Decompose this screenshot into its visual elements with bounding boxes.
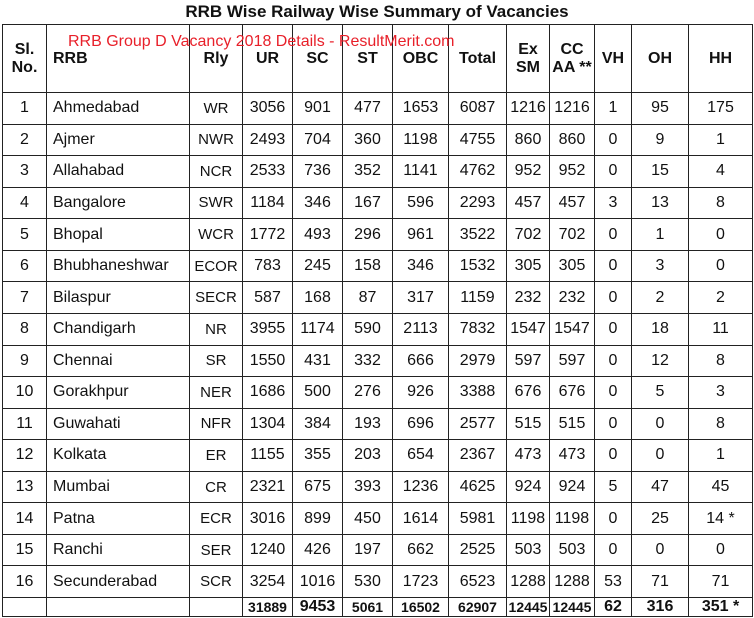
cell-st: 87 bbox=[343, 282, 393, 314]
cell-hh: 0 bbox=[689, 250, 753, 282]
cell-st: 158 bbox=[343, 250, 393, 282]
header-exsm-line1: Ex bbox=[518, 40, 538, 58]
cell-exsm: 676 bbox=[507, 377, 550, 409]
cell-exsm: 473 bbox=[507, 440, 550, 472]
cell-sl: 1 bbox=[3, 93, 47, 125]
vacancy-table bbox=[2, 24, 753, 617]
cell-total: 6523 bbox=[449, 566, 507, 598]
header-row bbox=[3, 25, 753, 93]
cell-rrb: Bhopal bbox=[47, 219, 190, 251]
cell-st: 276 bbox=[343, 377, 393, 409]
cell-rly: ECR bbox=[190, 503, 243, 535]
totals-sl-cell bbox=[3, 598, 47, 617]
header-ccaa-line2: AA ** bbox=[552, 58, 592, 76]
table-row bbox=[3, 156, 753, 188]
cell-rrb: Chennai bbox=[47, 345, 190, 377]
cell-rly: SECR bbox=[190, 282, 243, 314]
cell-sl: 8 bbox=[3, 313, 47, 345]
total-obc: 16502 bbox=[393, 598, 449, 617]
cell-obc: 654 bbox=[393, 440, 449, 472]
cell-vh: 0 bbox=[595, 534, 632, 566]
cell-ur: 2533 bbox=[243, 156, 293, 188]
cell-st: 352 bbox=[343, 156, 393, 188]
cell-obc: 1198 bbox=[393, 124, 449, 156]
cell-rrb: Bangalore bbox=[47, 187, 190, 219]
cell-ur: 3254 bbox=[243, 566, 293, 598]
cell-vh: 0 bbox=[595, 219, 632, 251]
total-total: 62907 bbox=[449, 598, 507, 617]
header-sl bbox=[3, 25, 47, 93]
cell-rly: SER bbox=[190, 534, 243, 566]
cell-ccaa: 952 bbox=[550, 156, 595, 188]
cell-hh: 8 bbox=[689, 187, 753, 219]
cell-obc: 1141 bbox=[393, 156, 449, 188]
cell-ur: 1772 bbox=[243, 219, 293, 251]
cell-hh: 8 bbox=[689, 408, 753, 440]
cell-oh: 5 bbox=[632, 377, 689, 409]
cell-hh: 4 bbox=[689, 156, 753, 188]
cell-sl: 11 bbox=[3, 408, 47, 440]
cell-exsm: 860 bbox=[507, 124, 550, 156]
cell-sl: 2 bbox=[3, 124, 47, 156]
cell-total: 2367 bbox=[449, 440, 507, 472]
cell-obc: 1653 bbox=[393, 93, 449, 125]
cell-vh: 1 bbox=[595, 93, 632, 125]
cell-oh: 12 bbox=[632, 345, 689, 377]
cell-vh: 0 bbox=[595, 124, 632, 156]
cell-rly: WR bbox=[190, 93, 243, 125]
cell-sl: 14 bbox=[3, 503, 47, 535]
header-rrb: RRB bbox=[47, 25, 190, 93]
cell-ccaa: 597 bbox=[550, 345, 595, 377]
cell-total: 1532 bbox=[449, 250, 507, 282]
cell-oh: 13 bbox=[632, 187, 689, 219]
cell-ccaa: 1198 bbox=[550, 503, 595, 535]
cell-total: 4762 bbox=[449, 156, 507, 188]
cell-st: 530 bbox=[343, 566, 393, 598]
cell-oh: 0 bbox=[632, 440, 689, 472]
header-exsm bbox=[507, 25, 550, 93]
cell-vh: 0 bbox=[595, 156, 632, 188]
cell-ur: 587 bbox=[243, 282, 293, 314]
cell-exsm: 232 bbox=[507, 282, 550, 314]
cell-vh: 0 bbox=[595, 440, 632, 472]
cell-vh: 0 bbox=[595, 503, 632, 535]
cell-vh: 53 bbox=[595, 566, 632, 598]
cell-rly: NR bbox=[190, 313, 243, 345]
cell-ur: 1155 bbox=[243, 440, 293, 472]
cell-ur: 1240 bbox=[243, 534, 293, 566]
cell-ur: 1550 bbox=[243, 345, 293, 377]
cell-rrb: Chandigarh bbox=[47, 313, 190, 345]
header-total: Total bbox=[449, 25, 507, 93]
cell-sl: 5 bbox=[3, 219, 47, 251]
cell-rrb: Patna bbox=[47, 503, 190, 535]
cell-ccaa: 1288 bbox=[550, 566, 595, 598]
cell-exsm: 1547 bbox=[507, 313, 550, 345]
table-row bbox=[3, 282, 753, 314]
cell-oh: 47 bbox=[632, 471, 689, 503]
header-rly: Rly bbox=[190, 25, 243, 93]
cell-obc: 1236 bbox=[393, 471, 449, 503]
cell-rly: NWR bbox=[190, 124, 243, 156]
cell-ur: 1686 bbox=[243, 377, 293, 409]
table-row bbox=[3, 377, 753, 409]
cell-vh: 0 bbox=[595, 282, 632, 314]
cell-exsm: 515 bbox=[507, 408, 550, 440]
cell-sc: 355 bbox=[293, 440, 343, 472]
total-vh: 62 bbox=[595, 598, 632, 617]
cell-ur: 783 bbox=[243, 250, 293, 282]
cell-vh: 0 bbox=[595, 408, 632, 440]
cell-sl: 9 bbox=[3, 345, 47, 377]
cell-obc: 2113 bbox=[393, 313, 449, 345]
table-row bbox=[3, 345, 753, 377]
cell-st: 203 bbox=[343, 440, 393, 472]
cell-exsm: 597 bbox=[507, 345, 550, 377]
cell-sc: 168 bbox=[293, 282, 343, 314]
cell-ccaa: 503 bbox=[550, 534, 595, 566]
cell-hh: 1 bbox=[689, 124, 753, 156]
cell-st: 193 bbox=[343, 408, 393, 440]
cell-ccaa: 457 bbox=[550, 187, 595, 219]
cell-exsm: 1216 bbox=[507, 93, 550, 125]
cell-sc: 431 bbox=[293, 345, 343, 377]
table-row bbox=[3, 503, 753, 535]
cell-oh: 18 bbox=[632, 313, 689, 345]
cell-sl: 12 bbox=[3, 440, 47, 472]
cell-rrb: Ajmer bbox=[47, 124, 190, 156]
cell-rrb: Bilaspur bbox=[47, 282, 190, 314]
cell-oh: 95 bbox=[632, 93, 689, 125]
cell-vh: 0 bbox=[595, 313, 632, 345]
cell-sc: 1016 bbox=[293, 566, 343, 598]
table-row bbox=[3, 471, 753, 503]
cell-sc: 245 bbox=[293, 250, 343, 282]
header-obc: OBC bbox=[393, 25, 449, 93]
cell-oh: 0 bbox=[632, 408, 689, 440]
cell-hh: 0 bbox=[689, 219, 753, 251]
cell-rrb: Ahmedabad bbox=[47, 93, 190, 125]
cell-oh: 1 bbox=[632, 219, 689, 251]
cell-hh: 14 * bbox=[689, 503, 753, 535]
cell-obc: 926 bbox=[393, 377, 449, 409]
cell-obc: 696 bbox=[393, 408, 449, 440]
header-oh: OH bbox=[632, 25, 689, 93]
table-title: RRB Wise Railway Wise Summary of Vacancies bbox=[185, 2, 569, 21]
total-exsm: 12445 bbox=[507, 598, 550, 617]
cell-hh: 11 bbox=[689, 313, 753, 345]
cell-rly: NER bbox=[190, 377, 243, 409]
watermark-text: RRB Group D Vacancy 2018 Details - ResultMerit.com bbox=[68, 33, 455, 50]
cell-ur: 2321 bbox=[243, 471, 293, 503]
cell-obc: 662 bbox=[393, 534, 449, 566]
cell-sc: 426 bbox=[293, 534, 343, 566]
cell-obc: 596 bbox=[393, 187, 449, 219]
totals-rrb-cell bbox=[47, 598, 190, 617]
cell-hh: 2 bbox=[689, 282, 753, 314]
table-body bbox=[3, 93, 753, 598]
cell-st: 197 bbox=[343, 534, 393, 566]
cell-ccaa: 305 bbox=[550, 250, 595, 282]
cell-total: 3388 bbox=[449, 377, 507, 409]
cell-ur: 1184 bbox=[243, 187, 293, 219]
cell-rrb: Guwahati bbox=[47, 408, 190, 440]
cell-total: 3522 bbox=[449, 219, 507, 251]
header-ccaa bbox=[550, 25, 595, 93]
cell-sl: 15 bbox=[3, 534, 47, 566]
cell-vh: 5 bbox=[595, 471, 632, 503]
cell-sc: 736 bbox=[293, 156, 343, 188]
cell-sc: 901 bbox=[293, 93, 343, 125]
cell-sc: 346 bbox=[293, 187, 343, 219]
cell-exsm: 1198 bbox=[507, 503, 550, 535]
cell-rrb: Kolkata bbox=[47, 440, 190, 472]
cell-ccaa: 473 bbox=[550, 440, 595, 472]
cell-sl: 16 bbox=[3, 566, 47, 598]
cell-sc: 899 bbox=[293, 503, 343, 535]
header-exsm-line2: SM bbox=[516, 58, 540, 76]
cell-rrb: Gorakhpur bbox=[47, 377, 190, 409]
cell-vh: 0 bbox=[595, 345, 632, 377]
table-row bbox=[3, 313, 753, 345]
header-sl-line1: Sl. bbox=[14, 40, 35, 58]
cell-ur: 3016 bbox=[243, 503, 293, 535]
cell-hh: 3 bbox=[689, 377, 753, 409]
cell-total: 6087 bbox=[449, 93, 507, 125]
cell-ccaa: 702 bbox=[550, 219, 595, 251]
header-vh: VH bbox=[595, 25, 632, 93]
cell-st: 360 bbox=[343, 124, 393, 156]
cell-rly: SCR bbox=[190, 566, 243, 598]
total-st: 5061 bbox=[343, 598, 393, 617]
cell-rrb: Secunderabad bbox=[47, 566, 190, 598]
cell-total: 2979 bbox=[449, 345, 507, 377]
cell-oh: 0 bbox=[632, 534, 689, 566]
total-hh: 351 * bbox=[689, 598, 753, 617]
cell-sc: 675 bbox=[293, 471, 343, 503]
cell-obc: 346 bbox=[393, 250, 449, 282]
header-sl-line2: No. bbox=[11, 58, 38, 76]
cell-sl: 3 bbox=[3, 156, 47, 188]
cell-sc: 493 bbox=[293, 219, 343, 251]
cell-ccaa: 515 bbox=[550, 408, 595, 440]
cell-st: 590 bbox=[343, 313, 393, 345]
cell-ccaa: 676 bbox=[550, 377, 595, 409]
cell-oh: 15 bbox=[632, 156, 689, 188]
cell-st: 393 bbox=[343, 471, 393, 503]
cell-total: 7832 bbox=[449, 313, 507, 345]
cell-rly: SWR bbox=[190, 187, 243, 219]
cell-hh: 8 bbox=[689, 345, 753, 377]
table-row bbox=[3, 250, 753, 282]
cell-sl: 13 bbox=[3, 471, 47, 503]
totals-rly-cell bbox=[190, 598, 243, 617]
cell-obc: 1614 bbox=[393, 503, 449, 535]
cell-total: 2525 bbox=[449, 534, 507, 566]
total-sc: 9453 bbox=[293, 598, 343, 617]
cell-total: 4625 bbox=[449, 471, 507, 503]
cell-sl: 7 bbox=[3, 282, 47, 314]
cell-oh: 25 bbox=[632, 503, 689, 535]
header-ccaa-line1: CC bbox=[560, 40, 584, 58]
cell-obc: 961 bbox=[393, 219, 449, 251]
cell-total: 2577 bbox=[449, 408, 507, 440]
cell-sc: 384 bbox=[293, 408, 343, 440]
cell-hh: 0 bbox=[689, 534, 753, 566]
cell-ccaa: 860 bbox=[550, 124, 595, 156]
header-sc: SC bbox=[293, 25, 343, 93]
cell-rly: ECOR bbox=[190, 250, 243, 282]
cell-vh: 3 bbox=[595, 187, 632, 219]
cell-ur: 2493 bbox=[243, 124, 293, 156]
cell-sl: 4 bbox=[3, 187, 47, 219]
cell-total: 2293 bbox=[449, 187, 507, 219]
cell-ccaa: 924 bbox=[550, 471, 595, 503]
totals-row bbox=[3, 598, 753, 617]
table-row bbox=[3, 187, 753, 219]
cell-hh: 45 bbox=[689, 471, 753, 503]
cell-ccaa: 232 bbox=[550, 282, 595, 314]
header-hh: HH bbox=[689, 25, 753, 93]
cell-total: 4755 bbox=[449, 124, 507, 156]
cell-hh: 175 bbox=[689, 93, 753, 125]
cell-obc: 666 bbox=[393, 345, 449, 377]
cell-oh: 71 bbox=[632, 566, 689, 598]
cell-exsm: 457 bbox=[507, 187, 550, 219]
cell-oh: 2 bbox=[632, 282, 689, 314]
cell-exsm: 924 bbox=[507, 471, 550, 503]
table-row bbox=[3, 566, 753, 598]
cell-total: 5981 bbox=[449, 503, 507, 535]
table-row bbox=[3, 408, 753, 440]
cell-exsm: 1288 bbox=[507, 566, 550, 598]
cell-st: 296 bbox=[343, 219, 393, 251]
table-row bbox=[3, 440, 753, 472]
cell-sl: 6 bbox=[3, 250, 47, 282]
cell-ur: 3955 bbox=[243, 313, 293, 345]
cell-sl: 10 bbox=[3, 377, 47, 409]
table-row bbox=[3, 124, 753, 156]
cell-exsm: 952 bbox=[507, 156, 550, 188]
cell-hh: 71 bbox=[689, 566, 753, 598]
cell-rly: CR bbox=[190, 471, 243, 503]
cell-hh: 1 bbox=[689, 440, 753, 472]
cell-oh: 3 bbox=[632, 250, 689, 282]
cell-exsm: 702 bbox=[507, 219, 550, 251]
cell-total: 1159 bbox=[449, 282, 507, 314]
cell-rly: NCR bbox=[190, 156, 243, 188]
cell-vh: 0 bbox=[595, 377, 632, 409]
table-row bbox=[3, 219, 753, 251]
total-ur: 31889 bbox=[243, 598, 293, 617]
table-row bbox=[3, 93, 753, 125]
cell-sc: 500 bbox=[293, 377, 343, 409]
cell-rrb: Ranchi bbox=[47, 534, 190, 566]
cell-rly: WCR bbox=[190, 219, 243, 251]
cell-st: 450 bbox=[343, 503, 393, 535]
cell-rrb: Mumbai bbox=[47, 471, 190, 503]
cell-ur: 3056 bbox=[243, 93, 293, 125]
total-oh: 316 bbox=[632, 598, 689, 617]
header-st: ST bbox=[343, 25, 393, 93]
cell-vh: 0 bbox=[595, 250, 632, 282]
cell-sc: 704 bbox=[293, 124, 343, 156]
cell-ccaa: 1547 bbox=[550, 313, 595, 345]
cell-rrb: Bhubhaneshwar bbox=[47, 250, 190, 282]
cell-ccaa: 1216 bbox=[550, 93, 595, 125]
cell-sc: 1174 bbox=[293, 313, 343, 345]
cell-obc: 1723 bbox=[393, 566, 449, 598]
cell-obc: 317 bbox=[393, 282, 449, 314]
total-ccaa: 12445 bbox=[550, 598, 595, 617]
cell-rrb: Allahabad bbox=[47, 156, 190, 188]
table-row bbox=[3, 534, 753, 566]
cell-rly: ER bbox=[190, 440, 243, 472]
cell-exsm: 503 bbox=[507, 534, 550, 566]
cell-st: 332 bbox=[343, 345, 393, 377]
cell-ur: 1304 bbox=[243, 408, 293, 440]
cell-oh: 9 bbox=[632, 124, 689, 156]
cell-exsm: 305 bbox=[507, 250, 550, 282]
header-ur: UR bbox=[243, 25, 293, 93]
cell-rly: NFR bbox=[190, 408, 243, 440]
cell-rly: SR bbox=[190, 345, 243, 377]
cell-st: 477 bbox=[343, 93, 393, 125]
cell-st: 167 bbox=[343, 187, 393, 219]
